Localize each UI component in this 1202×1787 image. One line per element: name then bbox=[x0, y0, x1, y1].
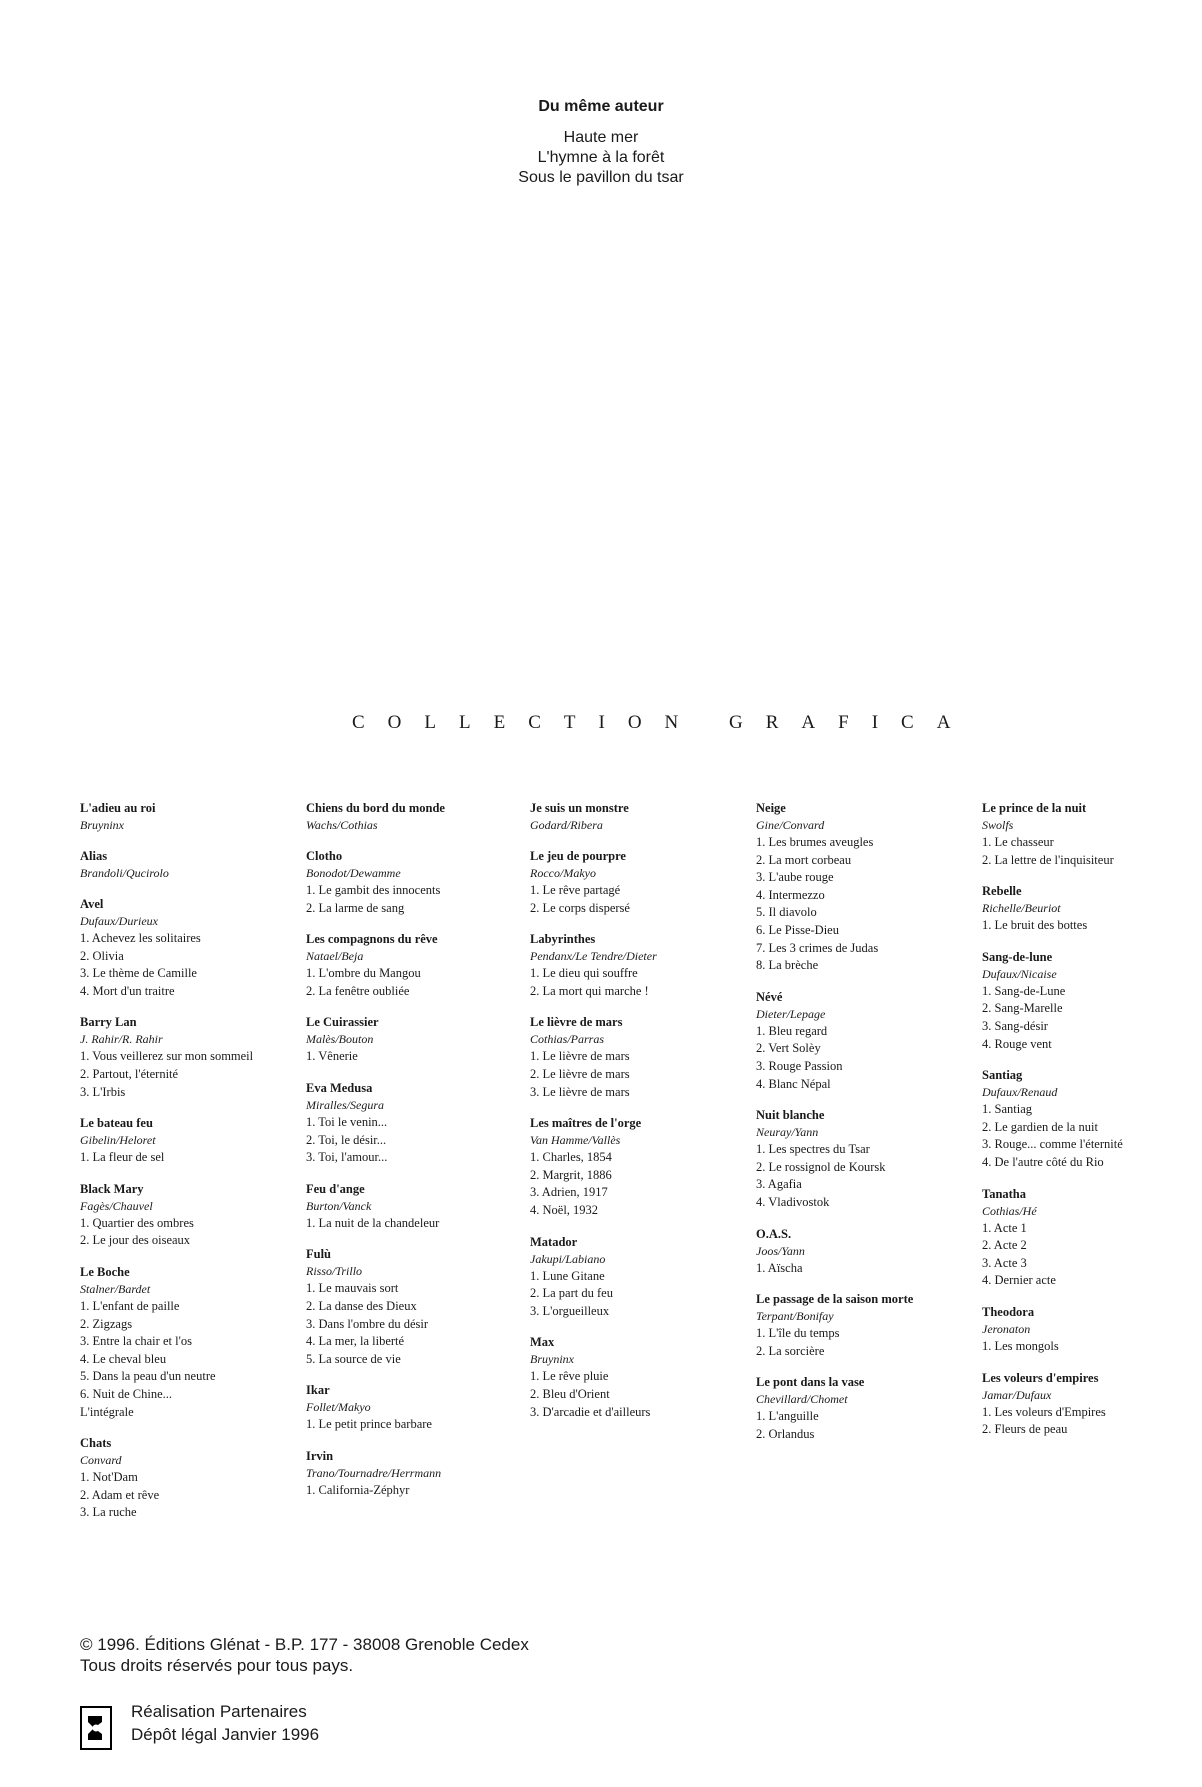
series-entry bbox=[306, 800, 521, 834]
series-authors: Dufaux/Nicaise bbox=[982, 966, 1057, 981]
series-title: Theodora bbox=[982, 1304, 1035, 1319]
series-volume: 2. Margrit, 1886 bbox=[530, 1167, 612, 1182]
author-heading: Du même auteur bbox=[538, 98, 664, 115]
series-title: Le bateau feu bbox=[80, 1116, 153, 1131]
series-volume: 3. Sang-désir bbox=[982, 1018, 1048, 1033]
series-authors: Follet/Makyo bbox=[306, 1400, 371, 1415]
series-volume: 2. Acte 2 bbox=[982, 1238, 1027, 1253]
series-volume: 5. Dans la peau d'un neutre bbox=[80, 1369, 216, 1384]
series-volume: 2. Sang-Marelle bbox=[982, 1001, 1063, 1016]
series-authors: Dufaux/Durieux bbox=[80, 914, 158, 928]
series-volume: 3. Dans l'ombre du désir bbox=[306, 1316, 429, 1331]
series-authors: Bruyninx bbox=[80, 818, 124, 832]
series-volume: 2. Toi, le désir... bbox=[306, 1132, 387, 1147]
series-volume: 1. Acte 1 bbox=[982, 1220, 1027, 1235]
series-authors: Miralles/Segura bbox=[306, 1097, 384, 1112]
series-entry bbox=[530, 800, 745, 834]
series-entry bbox=[530, 1334, 745, 1421]
series-volume: 1. Le petit prince barbare bbox=[306, 1417, 432, 1432]
series-authors: Convard bbox=[80, 1453, 122, 1468]
series-title: Clotho bbox=[306, 849, 343, 863]
series-volume: 4. La mer, la liberté bbox=[306, 1334, 405, 1349]
series-entry bbox=[756, 989, 971, 1093]
series-volume: 1. Les mongols bbox=[982, 1338, 1059, 1353]
series-entry bbox=[982, 883, 1197, 935]
series-authors: Chevillard/Chomet bbox=[756, 1392, 848, 1407]
series-title: Le prince de la nuit bbox=[982, 801, 1087, 815]
series-volume: 1. Vênerie bbox=[306, 1049, 358, 1064]
series-entry bbox=[80, 896, 295, 1000]
series-entry bbox=[306, 1246, 521, 1368]
series-volume: 5. Il diavolo bbox=[756, 905, 817, 920]
series-authors: Stalner/Bardet bbox=[80, 1281, 151, 1296]
series-entry bbox=[530, 1115, 745, 1219]
series-volume: 1. Sang-de-Lune bbox=[982, 983, 1066, 998]
series-authors: Cothias/Parras bbox=[530, 1032, 605, 1047]
series-volume: 3. Agafia bbox=[756, 1177, 802, 1192]
series-title: Les voleurs d'empires bbox=[982, 1370, 1099, 1385]
series-entry bbox=[306, 1181, 521, 1233]
series-volume: 1. L'anguille bbox=[756, 1409, 819, 1424]
series-authors: Malès/Bouton bbox=[306, 1032, 374, 1047]
series-authors: Gibelin/Heloret bbox=[80, 1133, 156, 1148]
series-authors: Dieter/Lepage bbox=[756, 1006, 826, 1021]
catalog-column-1 bbox=[80, 800, 295, 1536]
series-title: Les maîtres de l'orge bbox=[530, 1116, 642, 1131]
series-authors: Swolfs bbox=[982, 818, 1014, 832]
series-volume: 1. Le rêve partagé bbox=[530, 883, 621, 897]
series-entry bbox=[80, 848, 295, 882]
series-authors: Cothias/Hé bbox=[982, 1203, 1037, 1218]
series-entry bbox=[306, 1014, 521, 1066]
series-volume: L'intégrale bbox=[80, 1404, 134, 1419]
series-title: Le jeu de pourpre bbox=[530, 849, 626, 863]
publisher-logo-icon bbox=[80, 1706, 112, 1750]
series-title: Matador bbox=[530, 1234, 578, 1249]
series-entry bbox=[756, 1291, 971, 1360]
series-authors: Pendanx/Le Tendre/Dieter bbox=[530, 949, 657, 964]
series-volume: 2. Le gardien de la nuit bbox=[982, 1119, 1098, 1134]
series-volume: 3. Entre la chair et l'os bbox=[80, 1334, 192, 1349]
author-block bbox=[0, 98, 1202, 188]
series-volume: 1. Les spectres du Tsar bbox=[756, 1142, 870, 1157]
series-volume: 1. Le bruit des bottes bbox=[982, 918, 1088, 933]
collection-title: COLLECTION GRAFICA bbox=[352, 712, 974, 733]
series-title: Chiens du bord du monde bbox=[306, 801, 445, 815]
series-volume: 4. Mort d'un traitre bbox=[80, 983, 175, 998]
series-authors: Jeronaton bbox=[982, 1321, 1031, 1336]
series-volume: 3. Adrien, 1917 bbox=[530, 1185, 608, 1200]
series-title: Sang-de-lune bbox=[982, 949, 1053, 964]
series-entry bbox=[756, 1374, 971, 1443]
author-book: Sous le pavillon du tsar bbox=[518, 169, 684, 186]
series-volume: 2. Le corps dispersé bbox=[530, 900, 630, 915]
series-volume: 1. Lune Gitane bbox=[530, 1268, 605, 1283]
series-volume: 1. Le chasseur bbox=[982, 835, 1054, 849]
series-volume: 1. Aïscha bbox=[756, 1260, 803, 1275]
realisation-line: Réalisation Partenaires bbox=[131, 1702, 307, 1721]
series-volume: 1. Le rêve pluie bbox=[530, 1369, 609, 1384]
series-authors: Bonodot/Dewamme bbox=[306, 866, 401, 880]
series-authors: Neuray/Yann bbox=[756, 1125, 819, 1140]
series-title: Le passage de la saison morte bbox=[756, 1292, 914, 1307]
series-volume: 3. Rouge Passion bbox=[756, 1058, 843, 1073]
series-volume: 1. Le lièvre de mars bbox=[530, 1049, 630, 1064]
series-entry bbox=[530, 1234, 745, 1321]
series-entry bbox=[306, 1080, 521, 1167]
series-volume: 1. L'ombre du Mangou bbox=[306, 966, 421, 981]
series-volume: 2. Zigzags bbox=[80, 1316, 133, 1331]
series-volume: 4. Dernier acte bbox=[982, 1273, 1056, 1288]
series-volume: 1. L'enfant de paille bbox=[80, 1298, 180, 1313]
series-volume: 4. Intermezzo bbox=[756, 887, 825, 902]
series-volume: 2. La lettre de l'inquisiteur bbox=[982, 852, 1114, 867]
series-title: L'adieu au roi bbox=[80, 801, 156, 815]
series-volume: 2. Partout, l'éternité bbox=[80, 1066, 179, 1081]
series-volume: 4. Le cheval bleu bbox=[80, 1351, 167, 1366]
series-title: Fulù bbox=[306, 1247, 332, 1262]
series-title: Eva Medusa bbox=[306, 1080, 373, 1095]
series-volume: 2. La mort qui marche ! bbox=[530, 983, 649, 998]
series-authors: Dufaux/Renaud bbox=[982, 1085, 1058, 1100]
series-volume: 6. Le Pisse-Dieu bbox=[756, 922, 839, 937]
series-title: Avel bbox=[80, 897, 104, 911]
series-volume: 2. Bleu d'Orient bbox=[530, 1386, 610, 1401]
author-book: Haute mer bbox=[563, 129, 639, 146]
series-volume: 4. Noël, 1932 bbox=[530, 1202, 599, 1217]
series-volume: 1. La nuit de la chandeleur bbox=[306, 1215, 440, 1230]
series-authors: Richelle/Beuriot bbox=[982, 901, 1061, 916]
series-authors: Wachs/Cothias bbox=[306, 818, 378, 832]
series-entry bbox=[306, 1382, 521, 1434]
series-title: Le Cuirassier bbox=[306, 1015, 379, 1030]
series-title: Le pont dans la vase bbox=[756, 1375, 865, 1390]
series-volume: 3. Le thème de Camille bbox=[80, 966, 197, 981]
series-volume: 7. Les 3 crimes de Judas bbox=[756, 940, 879, 955]
series-volume: 1. Achevez les solitaires bbox=[80, 931, 201, 945]
series-volume: 4. Blanc Népal bbox=[756, 1076, 831, 1091]
series-title: Ikar bbox=[306, 1383, 330, 1398]
series-title: Irvin bbox=[306, 1448, 334, 1463]
series-volume: 1. Les voleurs d'Empires bbox=[982, 1404, 1106, 1419]
series-entry bbox=[756, 1226, 971, 1278]
series-volume: 1. Le mauvais sort bbox=[306, 1281, 399, 1296]
series-authors: Risso/Trillo bbox=[306, 1264, 363, 1279]
series-volume: 4. De l'autre côté du Rio bbox=[982, 1154, 1104, 1169]
series-volume: 6. Nuit de Chine... bbox=[80, 1386, 173, 1401]
copyright-line: © 1996. Éditions Glénat - B.P. 177 - 38008 Grenoble Cedex bbox=[80, 1635, 529, 1654]
series-entry bbox=[982, 1304, 1197, 1356]
series-authors: Joos/Yann bbox=[756, 1243, 805, 1258]
series-volume: 2. Fleurs de peau bbox=[982, 1422, 1068, 1437]
series-volume: 2. La mort corbeau bbox=[756, 852, 852, 867]
series-authors: Natael/Beja bbox=[306, 949, 364, 964]
series-authors: Bruyninx bbox=[530, 1352, 574, 1367]
series-authors: Jakupi/Labiano bbox=[530, 1251, 606, 1266]
series-title: Alias bbox=[80, 849, 108, 863]
series-authors: Terpant/Bonifay bbox=[756, 1309, 834, 1324]
series-volume: 1. Charles, 1854 bbox=[530, 1150, 612, 1165]
series-volume: 1. Not'Dam bbox=[80, 1470, 138, 1485]
series-entry bbox=[80, 1115, 295, 1167]
series-volume: 3. Rouge... comme l'éternité bbox=[982, 1137, 1123, 1152]
series-entry bbox=[982, 1067, 1197, 1171]
series-title: Le lièvre de mars bbox=[530, 1015, 623, 1030]
series-volume: 2. Le jour des oiseaux bbox=[80, 1233, 191, 1248]
copyright-block bbox=[80, 1634, 529, 1676]
series-entry bbox=[982, 800, 1197, 869]
series-title: Le Boche bbox=[80, 1264, 130, 1279]
series-title: Neige bbox=[756, 801, 786, 815]
series-volume: 2. Orlandus bbox=[756, 1426, 815, 1441]
series-title: Santiag bbox=[982, 1068, 1023, 1083]
series-authors: Trano/Tournadre/Herrmann bbox=[306, 1465, 442, 1480]
series-volume: 1. Bleu regard bbox=[756, 1023, 828, 1038]
author-book: L'hymne à la forêt bbox=[537, 149, 665, 166]
series-volume: 2. Le lièvre de mars bbox=[530, 1066, 630, 1081]
series-title: Tanatha bbox=[982, 1186, 1027, 1201]
series-entry bbox=[530, 848, 745, 917]
series-volume: 1. L'île du temps bbox=[756, 1326, 840, 1341]
series-volume: 1. Quartier des ombres bbox=[80, 1215, 194, 1230]
series-title: Nuit blanche bbox=[756, 1108, 825, 1123]
series-authors: Jamar/Dufaux bbox=[982, 1387, 1052, 1402]
series-authors: Van Hamme/Vallès bbox=[530, 1133, 621, 1148]
series-entry bbox=[306, 1448, 521, 1500]
series-title: O.A.S. bbox=[756, 1226, 792, 1241]
series-volume: 8. La brèche bbox=[756, 958, 819, 973]
catalog-column-3 bbox=[530, 800, 745, 1435]
series-title: Barry Lan bbox=[80, 1015, 137, 1030]
series-entry bbox=[80, 1014, 295, 1101]
series-authors: Gine/Convard bbox=[756, 818, 825, 832]
series-volume: 2. Adam et rêve bbox=[80, 1487, 160, 1502]
series-volume: 3. Le lièvre de mars bbox=[530, 1084, 630, 1099]
series-entry bbox=[756, 800, 971, 975]
series-entry bbox=[982, 1370, 1197, 1439]
series-title: Chats bbox=[80, 1436, 112, 1451]
series-volume: 5. La source de vie bbox=[306, 1351, 401, 1366]
series-volume: 2. La fenêtre oubliée bbox=[306, 983, 410, 998]
series-entry bbox=[306, 848, 521, 917]
series-volume: 2. La danse des Dieux bbox=[306, 1298, 417, 1313]
series-volume: 1. Toi le venin... bbox=[306, 1114, 388, 1129]
series-authors: Godard/Ribera bbox=[530, 818, 603, 832]
series-authors: Brandoli/Qucirolo bbox=[80, 866, 169, 880]
series-volume: 3. La ruche bbox=[80, 1505, 137, 1520]
series-entry bbox=[80, 1435, 295, 1522]
series-volume: 3. Toi, l'amour... bbox=[306, 1150, 388, 1165]
series-volume: 1. Le dieu qui souffre bbox=[530, 966, 638, 981]
series-volume: 2. Vert Solèy bbox=[756, 1041, 821, 1056]
series-volume: 1. California-Zéphyr bbox=[306, 1482, 410, 1497]
series-title: Névé bbox=[756, 989, 783, 1004]
depot-legal-line: Dépôt légal Janvier 1996 bbox=[131, 1725, 320, 1744]
catalog-column-4 bbox=[756, 800, 971, 1457]
series-entry bbox=[80, 1264, 295, 1421]
series-volume: 1. La fleur de sel bbox=[80, 1150, 165, 1165]
series-volume: 4. Rouge vent bbox=[982, 1036, 1052, 1051]
series-volume: 1. Santiag bbox=[982, 1102, 1032, 1117]
series-entry bbox=[306, 931, 521, 1000]
series-volume: 3. L'orgueilleux bbox=[530, 1303, 610, 1318]
series-title: Rebelle bbox=[982, 884, 1022, 899]
catalog-column-2 bbox=[306, 800, 521, 1514]
series-title: Max bbox=[530, 1335, 555, 1350]
series-volume: 3. L'aube rouge bbox=[756, 870, 834, 885]
series-entry bbox=[80, 1181, 295, 1250]
rights-line: Tous droits réservés pour tous pays. bbox=[80, 1656, 354, 1675]
series-volume: 3. D'arcadie et d'ailleurs bbox=[530, 1404, 651, 1419]
series-entry bbox=[80, 800, 295, 834]
series-authors: J. Rahir/R. Rahir bbox=[80, 1032, 163, 1047]
series-volume: 2. La sorcière bbox=[756, 1343, 825, 1358]
series-entry bbox=[530, 1014, 745, 1101]
series-authors: Fagès/Chauvel bbox=[80, 1198, 153, 1213]
series-volume: 2. Olivia bbox=[80, 948, 124, 963]
series-title: Black Mary bbox=[80, 1181, 144, 1196]
series-authors: Burton/Vanck bbox=[306, 1198, 372, 1213]
catalog-column-5 bbox=[982, 800, 1197, 1453]
series-volume: 1. Vous veillerez sur mon sommeil bbox=[80, 1049, 254, 1064]
series-volume: 3. L'Irbis bbox=[80, 1084, 126, 1099]
series-title: Labyrinthes bbox=[530, 932, 596, 947]
series-entry bbox=[982, 949, 1197, 1053]
series-volume: 3. Acte 3 bbox=[982, 1255, 1027, 1270]
series-volume: 2. Le rossignol de Koursk bbox=[756, 1159, 886, 1174]
series-title: Les compagnons du rêve bbox=[306, 932, 438, 947]
series-volume: 4. Vladivostok bbox=[756, 1194, 830, 1209]
series-volume: 2. La larme de sang bbox=[306, 900, 405, 915]
series-entry bbox=[982, 1186, 1197, 1290]
series-authors: Rocco/Makyo bbox=[530, 866, 596, 880]
series-volume: 1. Les brumes aveugles bbox=[756, 835, 874, 849]
series-title: Feu d'ange bbox=[306, 1181, 365, 1196]
series-entry bbox=[530, 931, 745, 1000]
series-volume: 1. Le gambit des innocents bbox=[306, 883, 441, 897]
series-entry bbox=[756, 1107, 971, 1211]
series-volume: 2. La part du feu bbox=[530, 1286, 613, 1301]
series-title: Je suis un monstre bbox=[530, 801, 629, 815]
